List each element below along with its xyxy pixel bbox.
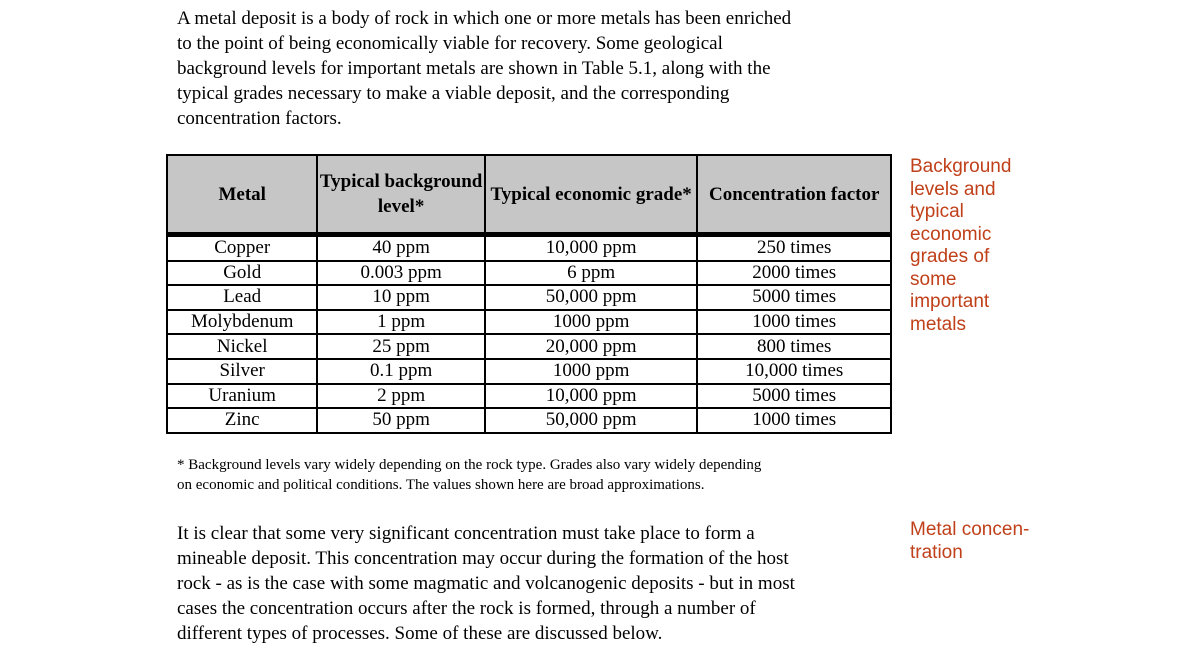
paragraph-line: rock - as is the case with some magmatic and volcanogenic deposits - but in most [177,573,795,594]
cell-metal: Nickel [167,334,317,359]
header-economic-grade: Typical economic grade* [485,155,698,235]
table-row [167,310,891,335]
cell-background: 2 ppm [317,384,484,409]
cell-grade: 20,000 ppm [485,334,698,359]
cell-factor: 250 times [697,235,891,261]
table-footnote [177,455,907,495]
paragraph-line: A metal deposit is a body of rock in which one or more metals has been enriched [177,8,792,29]
cell-grade: 50,000 ppm [485,285,698,310]
cell-background: 10 ppm [317,285,484,310]
margin-note-line: some [910,268,957,290]
cell-grade: 10,000 ppm [485,235,698,261]
margin-note-line: important [910,291,990,312]
cell-background: 0.003 ppm [317,261,484,286]
cell-background: 1 ppm [317,310,484,335]
margin-note-line: typical [910,201,964,222]
header-concentration-factor: Concentration factor [697,155,891,235]
margin-note-metal-concentration [910,519,1050,564]
margin-note-line: economic [910,223,992,245]
cell-background: 40 ppm [317,235,484,261]
cell-grade: 1000 ppm [485,310,698,335]
paragraph-line: typical grades necessary to make a viable deposit, and the corresponding [177,83,730,104]
paragraph-line: mineable deposit. This concentration may occur during the formation of the host [177,548,789,569]
cell-factor: 2000 times [697,261,891,286]
cell-factor: 1000 times [697,310,891,335]
paragraph-line: different types of processes. Some of these are discussed below. [177,623,663,644]
cell-metal: Lead [167,285,317,310]
margin-note-line: Background [910,156,1012,177]
margin-note-line: levels and [910,178,996,200]
table-row [167,359,891,384]
table-row [167,261,891,286]
cell-factor: 10,000 times [697,359,891,384]
table-row [167,384,891,409]
paragraph-line: concentration factors. [177,108,342,129]
concentration-paragraph [177,521,897,646]
margin-note-line: metals [910,313,966,335]
metal-concentration-table [166,154,892,434]
margin-note-line: Metal concen- [910,519,1030,540]
cell-grade: 10,000 ppm [485,384,698,409]
cell-factor: 800 times [697,334,891,359]
cell-grade: 1000 ppm [485,359,698,384]
cell-metal: Copper [167,235,317,261]
cell-background: 50 ppm [317,408,484,433]
header-background-level: Typical background level* [317,155,484,235]
cell-background: 25 ppm [317,334,484,359]
cell-grade: 50,000 ppm [485,408,698,433]
cell-grade: 6 ppm [485,261,698,286]
header-metal: Metal [167,155,317,235]
paragraph-line: background levels for important metals are shown in Table 5.1, along with the [177,58,771,79]
cell-metal: Silver [167,359,317,384]
paragraph-line: cases the concentration occurs after the rock is formed, through a number of [177,598,756,619]
cell-factor: 5000 times [697,285,891,310]
intro-paragraph [177,6,897,131]
table-row [167,235,891,261]
paragraph-line: to the point of being economically viable for recovery. Some geological [177,33,723,54]
cell-factor: 1000 times [697,408,891,433]
cell-metal: Molybdenum [167,310,317,335]
cell-metal: Zinc [167,408,317,433]
table-row [167,285,891,310]
margin-note-line: grades of [910,246,990,267]
table-row [167,334,891,359]
cell-metal: Gold [167,261,317,286]
cell-factor: 5000 times [697,384,891,409]
margin-note-line: tration [910,541,963,563]
table-row [167,408,891,433]
margin-note-background-levels [910,156,1050,336]
footnote-line: * Background levels vary widely depending on the rock type. Grades also vary widely depending [177,457,762,473]
cell-background: 0.1 ppm [317,359,484,384]
cell-metal: Uranium [167,384,317,409]
paragraph-line: It is clear that some very significant concentration must take place to form a [177,523,755,544]
table-header-row [167,155,891,235]
footnote-line: on economic and political conditions. The values shown here are broad approximations. [177,477,705,493]
